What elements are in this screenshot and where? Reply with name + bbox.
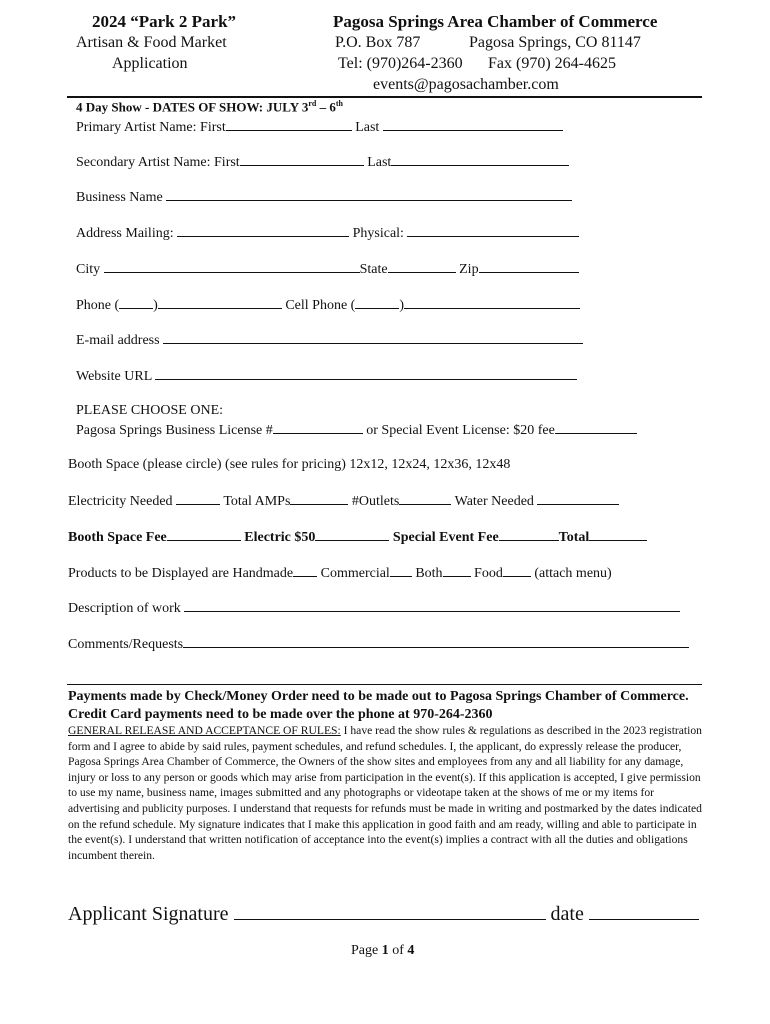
description-row	[68, 599, 680, 617]
show-dates-sup1: rd	[308, 99, 317, 108]
special-event-field[interactable]	[555, 421, 637, 434]
website-row	[76, 367, 577, 385]
show-dates-prefix: 4 Day Show - DATES OF SHOW: JULY 3	[76, 99, 309, 115]
electric-fee-label: Electric $50	[244, 530, 316, 545]
address-physical-field[interactable]	[407, 224, 579, 237]
water-label: Water Needed	[454, 494, 534, 509]
email-label: E-mail address	[76, 333, 160, 348]
org-fax: Fax (970) 264-4625	[488, 55, 616, 72]
signature-row	[68, 903, 699, 926]
booth-space: Booth Space (please circle) (see rules for pricing) 12x12, 12x24, 12x36, 12x48	[68, 457, 511, 472]
primary-last-label: Last	[355, 120, 380, 135]
products-label: Products to be Displayed are Handmade	[68, 566, 294, 581]
comments-field[interactable]	[183, 635, 689, 648]
secondary-artist-label: Secondary Artist Name: First	[76, 155, 240, 170]
comments-row	[68, 635, 689, 653]
org-po-box: P.O. Box 787	[335, 34, 421, 51]
phone-number-field[interactable]	[158, 296, 282, 309]
both-label: Both	[415, 566, 443, 581]
form-title-line2: Artisan & Food Market	[76, 34, 227, 51]
zip-field[interactable]	[479, 260, 579, 273]
show-dates	[76, 99, 343, 115]
city-label: City	[76, 262, 101, 277]
booth-fee-field[interactable]	[167, 528, 241, 541]
show-dates-mid: – 6	[316, 99, 336, 115]
address-physical-label: Physical:	[352, 226, 404, 241]
org-name: Pagosa Springs Area Chamber of Commerce	[333, 12, 658, 31]
outlets-field[interactable]	[399, 492, 451, 505]
attach-menu-label: (attach menu)	[534, 566, 612, 581]
city-state-zip-row	[76, 260, 579, 278]
signature-label: Applicant Signature	[68, 903, 229, 925]
electricity-row	[68, 492, 619, 510]
secondary-artist-row	[76, 153, 569, 171]
business-license-field[interactable]	[273, 421, 363, 434]
primary-artist-label: Primary Artist Name: First	[76, 120, 226, 135]
form-title-line3: Application	[112, 55, 188, 72]
website-field[interactable]	[155, 367, 577, 380]
commercial-label: Commercial	[320, 566, 390, 581]
state-field[interactable]	[388, 260, 456, 273]
state-label: State	[359, 262, 388, 277]
total-label: Total	[558, 530, 590, 545]
release-title: GENERAL RELEASE AND ACCEPTANCE OF RULES:	[68, 724, 341, 737]
phone-area-field[interactable]	[119, 296, 153, 309]
org-tel: Tel: (970)264-2360	[338, 55, 463, 72]
total-amps-label: Total AMPs	[223, 494, 291, 509]
comments-label: Comments/Requests	[68, 637, 184, 652]
special-event-label: or Special Event License: $20 fee	[366, 423, 555, 438]
cell-number-field[interactable]	[404, 296, 580, 309]
header-divider	[67, 96, 702, 98]
signature-field[interactable]	[234, 903, 546, 920]
total-field[interactable]	[589, 528, 647, 541]
city-field[interactable]	[104, 260, 360, 273]
business-name-row	[76, 188, 572, 206]
page-of: of	[392, 943, 404, 958]
org-email: events@pagosachamber.com	[373, 76, 559, 93]
page-footer	[351, 943, 414, 959]
description-field[interactable]	[184, 599, 680, 612]
special-event-fee-field[interactable]	[499, 528, 559, 541]
primary-first-field[interactable]	[226, 118, 352, 131]
email-field[interactable]	[163, 331, 583, 344]
special-event-fee-label: Special Event Fee	[392, 530, 499, 545]
outlets-label: #Outlets	[351, 494, 400, 509]
comments-extra-line[interactable]	[67, 684, 702, 685]
primary-last-field[interactable]	[383, 118, 563, 131]
cell-area-field[interactable]	[355, 296, 399, 309]
address-mailing-label: Address Mailing:	[76, 226, 174, 241]
cell-phone-label: Cell Phone (	[285, 298, 356, 313]
food-label: Food	[474, 566, 503, 581]
page-current: 1	[381, 943, 389, 958]
products-row	[68, 564, 612, 582]
website-label: Website URL	[76, 369, 152, 384]
page-label: Page	[351, 943, 379, 958]
business-name-field[interactable]	[166, 188, 572, 201]
phone-label: Phone (	[76, 298, 120, 313]
electric-fee-field[interactable]	[315, 528, 389, 541]
phone-paren-close: )	[153, 298, 158, 313]
total-amps-field[interactable]	[290, 492, 348, 505]
show-dates-sup2: th	[335, 99, 343, 108]
primary-artist-row	[76, 118, 563, 136]
handmade-field[interactable]	[293, 564, 317, 577]
secondary-first-field[interactable]	[240, 153, 364, 166]
business-name-label: Business Name	[76, 190, 163, 205]
cell-paren-close: )	[399, 298, 405, 313]
secondary-last-label: Last	[367, 155, 392, 170]
address-row	[76, 224, 579, 242]
license-choose: PLEASE CHOOSE ONE:	[76, 403, 224, 418]
commercial-field[interactable]	[390, 564, 412, 577]
date-field[interactable]	[589, 903, 699, 920]
address-mailing-field[interactable]	[177, 224, 349, 237]
electricity-field[interactable]	[176, 492, 220, 505]
business-license-label: Pagosa Springs Business License #	[76, 423, 273, 438]
both-field[interactable]	[443, 564, 471, 577]
email-row	[76, 331, 583, 349]
water-field[interactable]	[537, 492, 619, 505]
secondary-last-field[interactable]	[391, 153, 569, 166]
payment-notice: Payments made by Check/Money Order need to be made out to Pagosa Springs Chamber of Commerce. Credit Card payments need to be made over the phone at 970-264-2360	[68, 689, 689, 722]
description-label: Description of work	[68, 601, 181, 616]
release-text: I have read the show rules & regulations as described in the 2023 registration form and I agree to abide by said rules, payment schedules, and refund schedules. I, the applicant, do expressly release the producer, Pagosa Springs Area Chamber of Commerce, the Owners of the show sites and employees from any and all liability for any damage, injury or loss to any person or goods which may arise from participation in the event(s). If this application is accepted, I give permission to use my name, business name, images submitted and any photographs or videotape taken at the shows of me or my items for advertising and publicity purposes. I understand that requests for refunds must be made in writing and postmarked by the dates indicated on the refund schedule. My signature indicates that I make this application in good faith and am ready, willing and able to participate in the event(s). I understand that written notification of acceptance into the event(s) implies a contract with all the duties and obligations incumbent therein.	[68, 724, 702, 862]
form-title-line1: 2024 “Park 2 Park”	[92, 12, 237, 31]
zip-label: Zip	[459, 262, 479, 277]
page-total: 4	[407, 943, 415, 958]
org-city-state: Pagosa Springs, CO 81147	[469, 34, 641, 51]
fees-row	[68, 528, 647, 546]
electricity-label: Electricity Needed	[68, 494, 173, 509]
phone-row	[76, 296, 580, 314]
license-row	[76, 421, 637, 439]
food-field[interactable]	[503, 564, 531, 577]
general-release	[68, 723, 708, 863]
booth-fee-label: Booth Space Fee	[68, 530, 167, 545]
date-label: date	[550, 903, 584, 925]
